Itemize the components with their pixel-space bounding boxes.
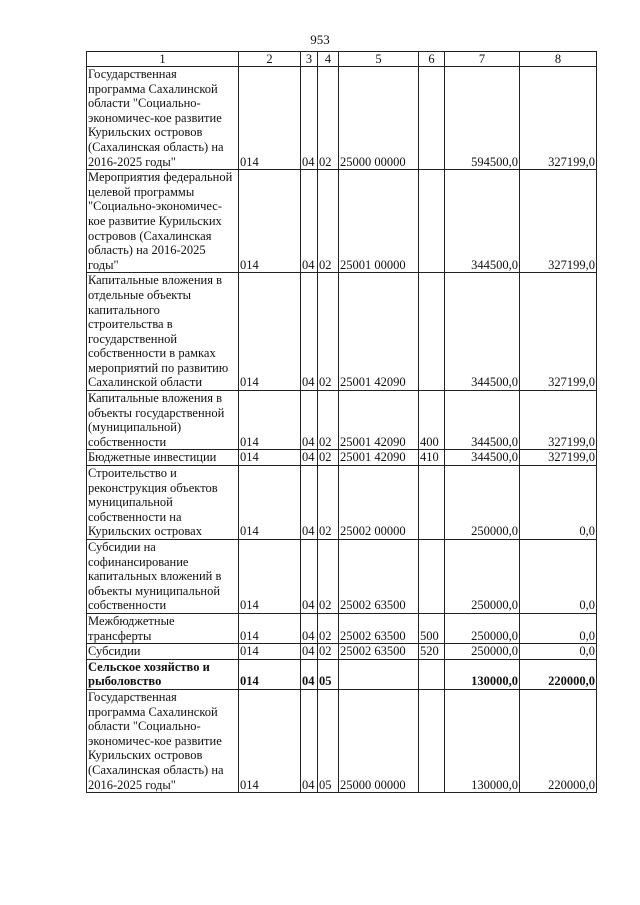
amount-2019-cell: 327199,0 [520,67,597,170]
table-row [87,67,597,170]
code-cell: 014 [239,466,301,540]
target-article-cell: 25002 63500 [339,644,419,660]
amount-2018-cell: 250000,0 [445,540,520,614]
section-cell: 04 [301,689,318,792]
target-article-cell: 25001 42090 [339,391,419,450]
section-cell: 04 [301,613,318,643]
expense-type-cell: 500 [419,613,445,643]
amount-2018-cell: 344500,0 [445,391,520,450]
expense-type-cell: 520 [419,644,445,660]
column-header: 5 [339,52,419,67]
subsection-cell: 02 [318,466,339,540]
code-cell: 014 [239,273,301,391]
expense-type-cell [419,659,445,689]
code-cell: 014 [239,450,301,466]
table-row [87,644,597,660]
code-cell: 014 [239,67,301,170]
expense-type-cell [419,170,445,273]
amount-2018-cell: 344500,0 [445,273,520,391]
target-article-cell: 25002 00000 [339,466,419,540]
code-cell: 014 [239,391,301,450]
amount-2018-cell: 250000,0 [445,613,520,643]
budget-table [86,51,597,793]
table-body [87,67,597,793]
column-header: 4 [318,52,339,67]
table-row [87,466,597,540]
table-row [87,273,597,391]
amount-2019-cell: 327199,0 [520,450,597,466]
row-name-cell: Мероприятия федеральной целевой программы "Социально-экономичес-кое развитие Курильских островов (Сахалинская область) на 2016-2025 годы" [87,170,239,273]
row-name-cell: Сельское хозяйство и рыболовство [87,659,239,689]
expense-type-cell: 410 [419,450,445,466]
column-header: 1 [87,52,239,67]
table-row [87,450,597,466]
section-cell: 04 [301,391,318,450]
amount-2018-cell: 344500,0 [445,170,520,273]
column-header: 7 [445,52,520,67]
subsection-cell: 02 [318,391,339,450]
section-cell: 04 [301,644,318,660]
amount-2018-cell: 594500,0 [445,67,520,170]
page-number: 953 [310,32,330,47]
expense-type-cell [419,67,445,170]
target-article-cell: 25000 00000 [339,67,419,170]
target-article-cell: 25002 63500 [339,540,419,614]
target-article-cell: 25001 42090 [339,273,419,391]
amount-2019-cell: 0,0 [520,613,597,643]
column-header: 8 [520,52,597,67]
code-cell: 014 [239,613,301,643]
column-header: 3 [301,52,318,67]
section-cell: 04 [301,67,318,170]
row-name-cell: Государственная программа Сахалинской области "Социально-экономичес-кое развитие Курильских островов (Сахалинская область) на 2016-2025 годы" [87,689,239,792]
amount-2019-cell: 220000,0 [520,659,597,689]
section-cell: 04 [301,170,318,273]
header-row [87,52,597,67]
target-article-cell: 25000 00000 [339,689,419,792]
row-name-cell: Государственная программа Сахалинской области "Социально-экономичес-кое развитие Курильских островов (Сахалинская область) на 2016-2025 годы" [87,67,239,170]
expense-type-cell [419,689,445,792]
section-cell: 04 [301,466,318,540]
amount-2018-cell: 250000,0 [445,644,520,660]
section-cell: 04 [301,540,318,614]
subsection-cell: 02 [318,644,339,660]
amount-2019-cell: 0,0 [520,540,597,614]
amount-2019-cell: 0,0 [520,466,597,540]
target-article-cell: 25002 63500 [339,613,419,643]
amount-2018-cell: 344500,0 [445,450,520,466]
row-name-cell: Субсидии на софинансирование капитальных вложений в объекты муниципальной собственности [87,540,239,614]
target-article-cell [339,659,419,689]
table-row [87,540,597,614]
subsection-cell: 02 [318,450,339,466]
column-header: 2 [239,52,301,67]
row-name-cell: Капитальные вложения в объекты государственной (муниципальной) собственности [87,391,239,450]
row-name-cell: Бюджетные инвестиции [87,450,239,466]
amount-2018-cell: 130000,0 [445,659,520,689]
subsection-cell: 02 [318,67,339,170]
table-row [87,170,597,273]
target-article-cell: 25001 42090 [339,450,419,466]
amount-2019-cell: 327199,0 [520,273,597,391]
subsection-cell: 02 [318,170,339,273]
subsection-cell: 02 [318,613,339,643]
row-name-cell: Межбюджетные трансферты [87,613,239,643]
code-cell: 014 [239,689,301,792]
expense-type-cell [419,540,445,614]
amount-2019-cell: 0,0 [520,644,597,660]
section-cell: 04 [301,273,318,391]
table-row [87,613,597,643]
row-name-cell: Капитальные вложения в отдельные объекты капитального строительства в государственной собственности в рамках мероприятий по развитию Сахалинской области [87,273,239,391]
code-cell: 014 [239,540,301,614]
table-row [87,659,597,689]
subsection-cell: 02 [318,540,339,614]
amount-2019-cell: 220000,0 [520,689,597,792]
subsection-cell: 05 [318,689,339,792]
amount-2019-cell: 327199,0 [520,391,597,450]
section-cell: 04 [301,450,318,466]
row-name-cell: Субсидии [87,644,239,660]
expense-type-cell [419,273,445,391]
amount-2018-cell: 250000,0 [445,466,520,540]
expense-type-cell: 400 [419,391,445,450]
code-cell: 014 [239,644,301,660]
target-article-cell: 25001 00000 [339,170,419,273]
section-cell: 04 [301,659,318,689]
row-name-cell: Строительство и реконструкция объектов муниципальной собственности на Курильских островах [87,466,239,540]
code-cell: 014 [239,659,301,689]
subsection-cell: 05 [318,659,339,689]
subsection-cell: 02 [318,273,339,391]
amount-2018-cell: 130000,0 [445,689,520,792]
expense-type-cell [419,466,445,540]
code-cell: 014 [239,170,301,273]
table-row [87,391,597,450]
amount-2019-cell: 327199,0 [520,170,597,273]
table-row [87,689,597,792]
column-header: 6 [419,52,445,67]
